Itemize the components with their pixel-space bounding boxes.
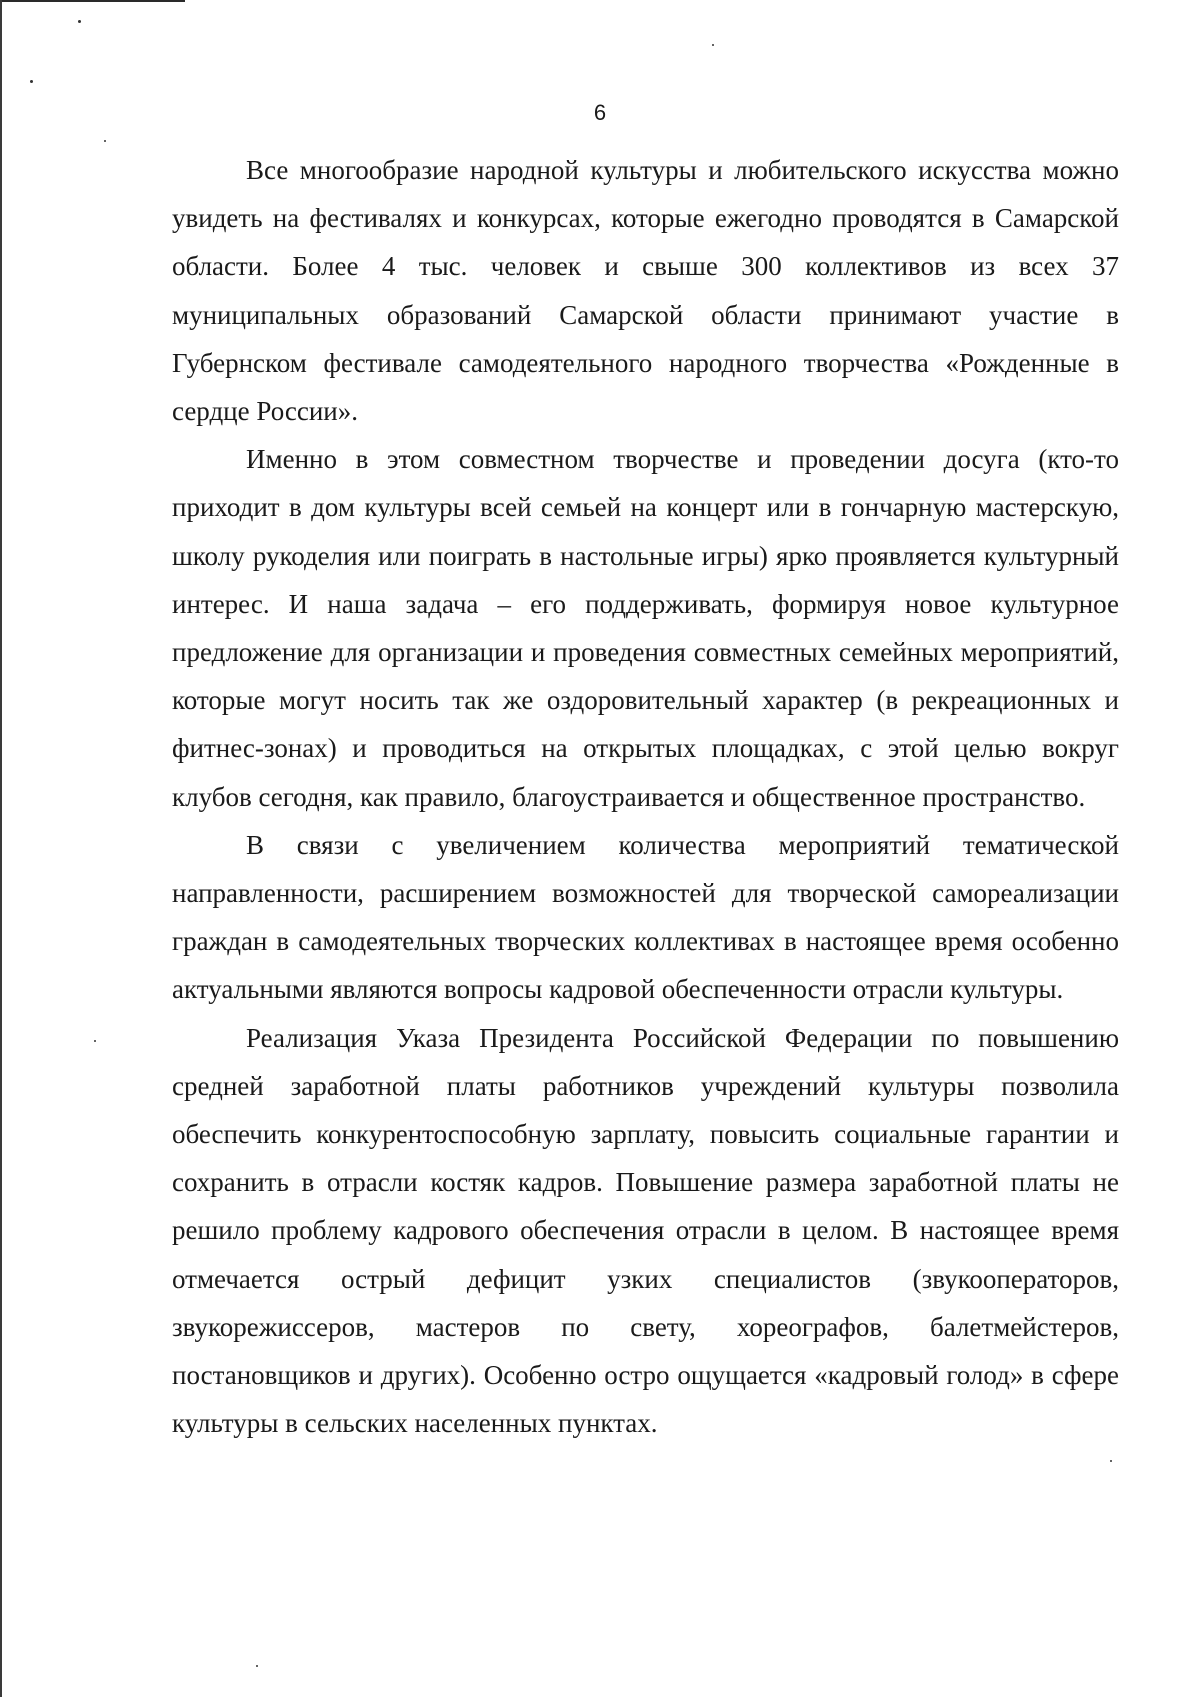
- paragraph-festivals: Все многообразие народной культуры и любительского искусства можно увидеть на фестивалях и конкурсах, которые ежегодно проводятся в Самарской области. Более 4 тыс. человек и свыше 300 коллективов из всех 37 муниципальных образований Самарской области принимают участие в Губернском фестивале самодеятельного народного творчества «Рожденные в сердце России».: [172, 155, 1119, 427]
- scan-speck: [104, 140, 106, 142]
- scan-speck: [78, 20, 81, 23]
- scan-speck: [30, 80, 33, 83]
- scan-speck: [1110, 1460, 1112, 1462]
- document-body: [172, 146, 1119, 1447]
- paragraph-salary-decree: Реализация Указа Президента Российской Федерации по повышению средней заработной платы работников учреждений культуры позволила обеспечить конкурентоспособную зарплату, повысить социальные гарантии и сохранить в отрасли костяк кадров. Повышение размера заработной платы не решило проблему кадрового обеспечения отрасли в целом. В настоящее время отмечается острый дефицит узких специалистов (звукооператоров, звукорежиссеров, мастеров по свету, хореографов, балетмейстеров, постановщиков и других). Особенно остро ощущается «кадровый голод» в сфере культуры в сельских населенных пунктах.: [172, 1022, 1119, 1439]
- scan-speck: [94, 1040, 96, 1042]
- page-number: 6: [593, 100, 607, 125]
- paragraph-staffing-issues: В связи с увеличением количества мероприятий тематической направленности, расширением возможностей для творческой самореализации граждан в самодеятельных творческих коллективах в настоящее время особенно актуальными являются вопросы кадровой обеспеченности отрасли культуры.: [172, 829, 1119, 1005]
- scan-speck: [712, 44, 714, 46]
- scan-speck: [256, 1665, 258, 1667]
- scan-edge-left: [0, 0, 2, 1697]
- paragraph-cultural-interest: Именно в этом совместном творчестве и проведении досуга (кто-то приходит в дом культуры всей семьей на концерт или в гончарную мастерскую, школу рукоделия или поиграть в настольные игры) ярко проявляется культурный интерес. И наша задача – его поддерживать, формируя новое культурное предложение для организации и проведения совместных семейных мероприятий, которые могут носить так же оздоровительный характер (в рекреационных и фитнес-зонах) и проводиться на открытых площадках, с этой целью вокруг клубов сегодня, как правило, благоустраивается и общественное пространство.: [172, 444, 1119, 812]
- scan-edge-top: [0, 0, 185, 2]
